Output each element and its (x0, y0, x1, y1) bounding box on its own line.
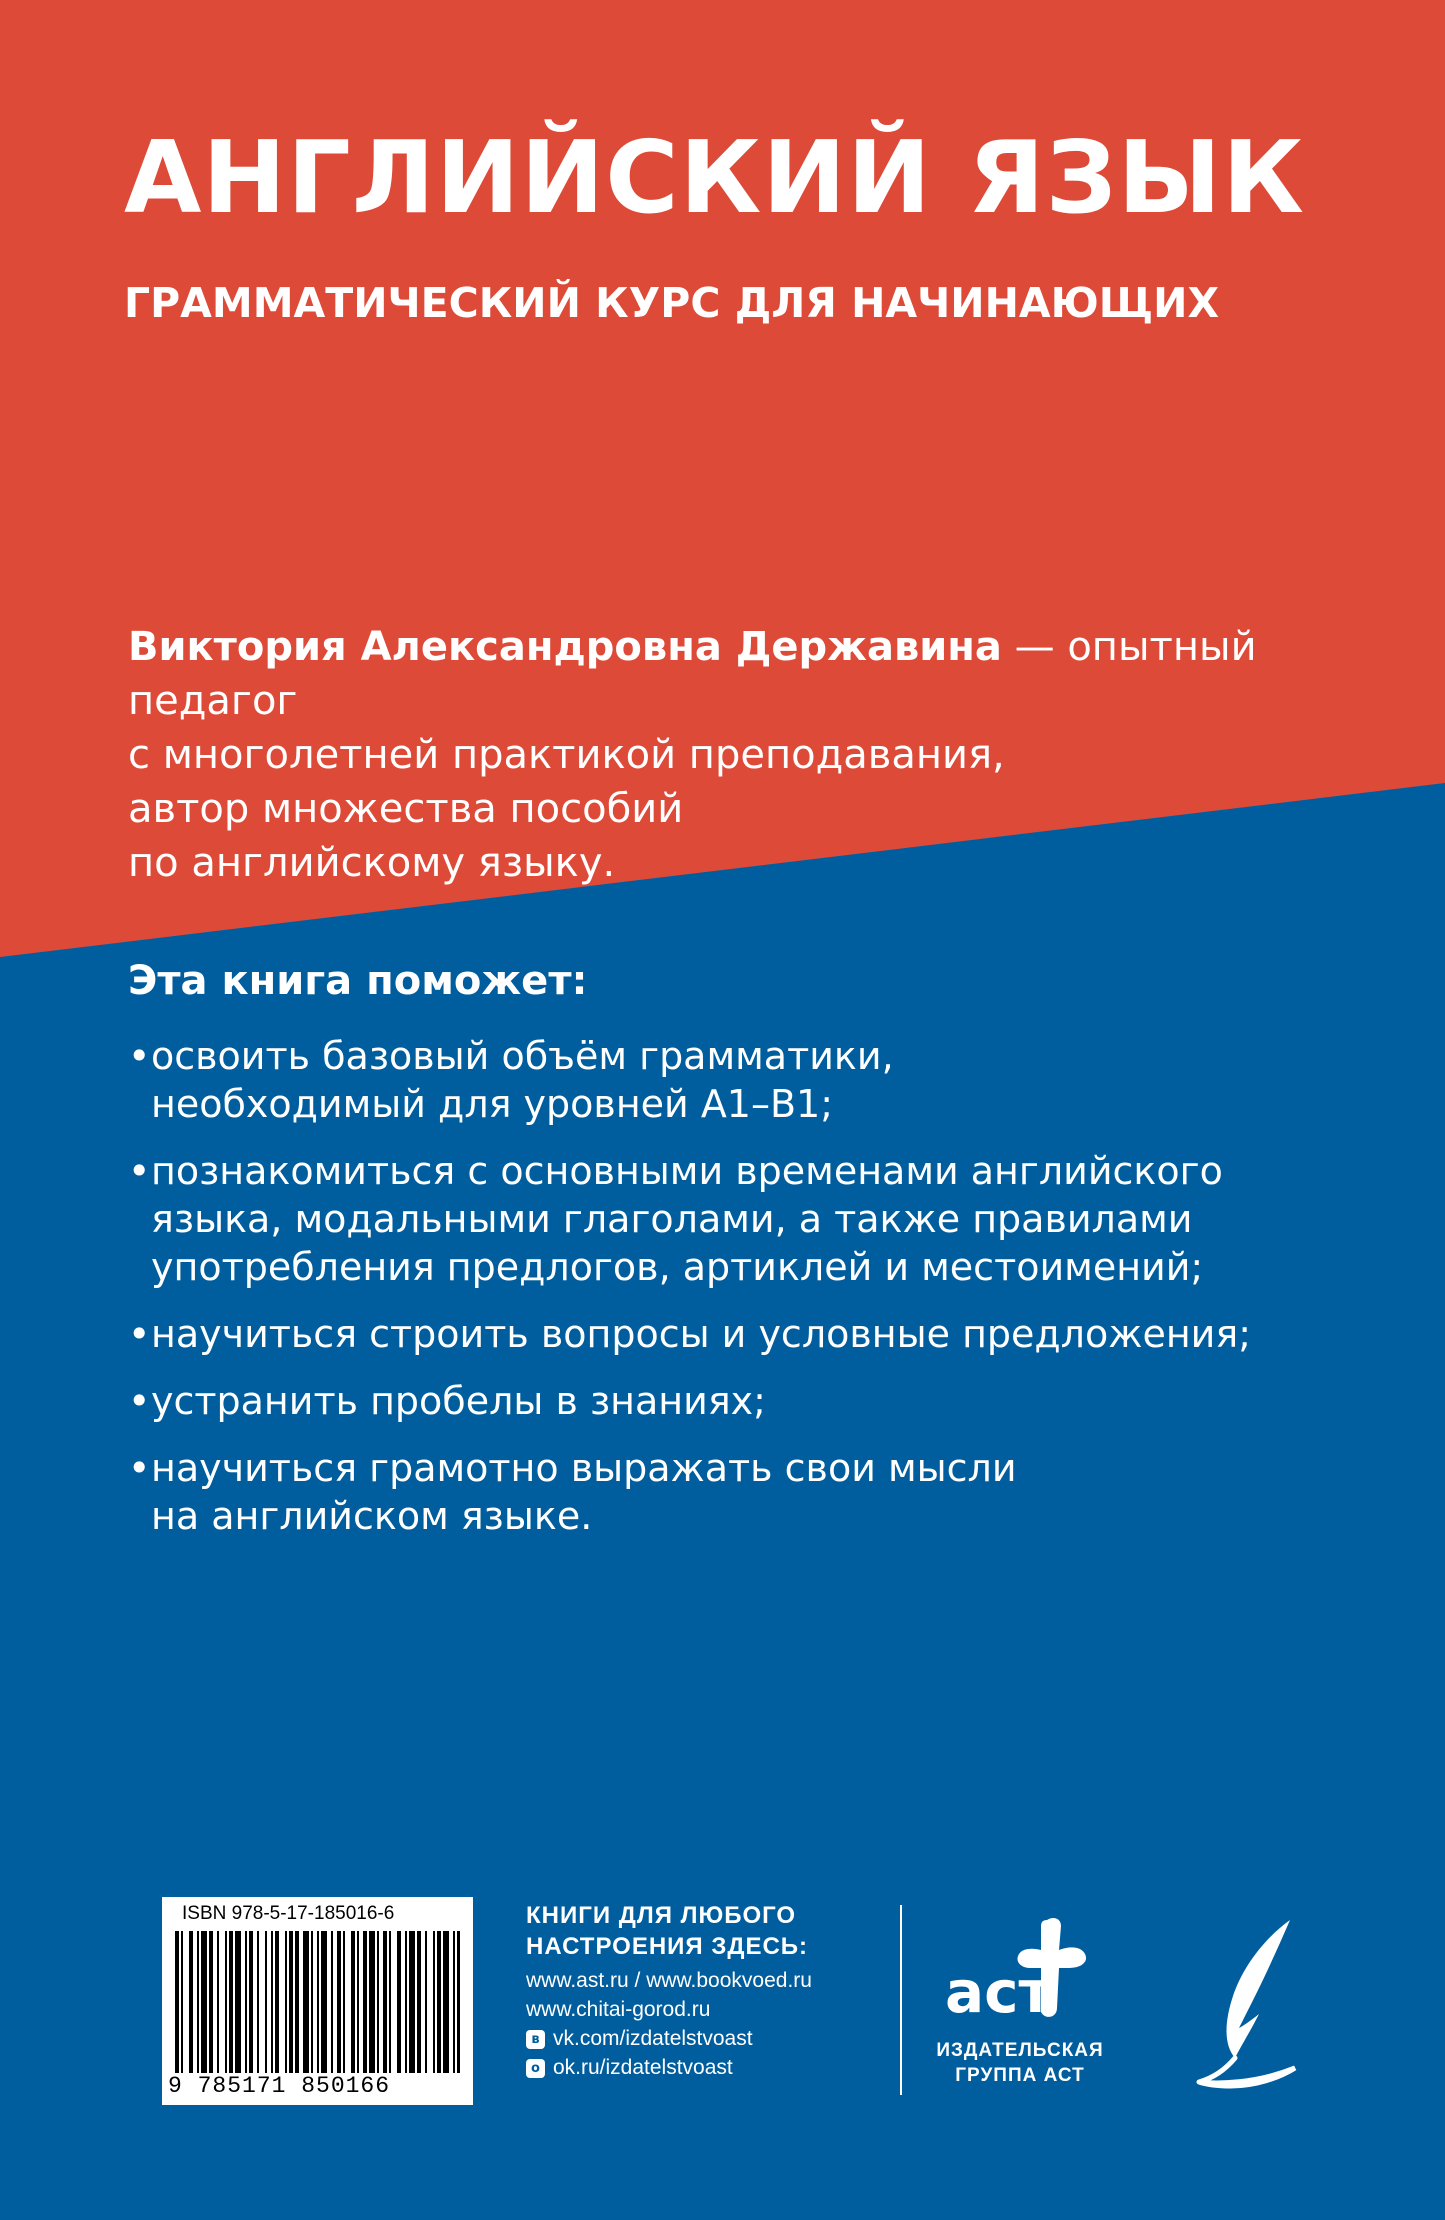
barcode-bar (303, 1931, 309, 2073)
author-bio-line-2: с многолетней практикой преподавания, (128, 732, 1005, 778)
barcode-bar (249, 1931, 253, 2073)
barcode-bar (235, 1931, 241, 2073)
barcode-bar (257, 1931, 259, 2073)
barcode-bar (181, 1931, 183, 2073)
benefit-text: устранить пробелы в знаниях; (151, 1379, 766, 1423)
barcode-bar (311, 1931, 313, 2073)
promo-heading-line-2: НАСТРОЕНИЯ ЗДЕСЬ: (526, 1933, 809, 1960)
barcode-bar (265, 1931, 267, 2073)
benefit-item (128, 1032, 1051, 1128)
barcode-bar (433, 1931, 435, 2073)
author-bio-line-1: — опытный педагог (128, 624, 1257, 724)
isbn-label: ISBN 978-5-17-185016-6 (182, 1903, 395, 1924)
barcode-bar (425, 1931, 427, 2073)
benefits-list (128, 1032, 1388, 1559)
benefit-item (128, 1377, 1388, 1425)
barcode-panel (162, 1897, 473, 2105)
promo-link-sites[interactable]: www.ast.ru / www.bookvoed.ru (526, 1969, 812, 1992)
promo-link-chitai-gorod[interactable]: www.chitai-gorod.ru (526, 1998, 711, 2021)
ast-logo-text: аст (945, 1958, 1053, 2026)
barcode-bar (201, 1931, 207, 2073)
barcode-bar (409, 1931, 415, 2073)
barcode-bar (351, 1931, 355, 2073)
publisher-name-line-2: ГРУППА АСТ (955, 2065, 1085, 2086)
barcode-bar (229, 1931, 233, 2073)
benefit-item (128, 1310, 1411, 1358)
ok-icon: о (526, 2059, 545, 2078)
promo-link-vk[interactable] (526, 2024, 812, 2053)
bullet-icon: • (128, 1446, 151, 1490)
ok-link-text: ok.ru/izdatelstvoast (553, 2056, 733, 2079)
benefit-item (128, 1444, 1051, 1540)
bullet-icon: • (128, 1149, 151, 1193)
promo-link-ok[interactable] (526, 2053, 812, 2082)
promo-block (526, 1900, 812, 2082)
promo-divider (900, 1905, 902, 2095)
benefit-text: научиться грамотно выражать свои мысли на английском языке. (151, 1446, 1017, 1538)
barcode-bar (271, 1931, 273, 2073)
barcode-bar (189, 1931, 193, 2073)
promo-heading-line-1: КНИГИ ДЛЯ ЛЮБОГО (526, 1902, 797, 1929)
barcode-bar (331, 1931, 333, 2073)
barcode-bar (175, 1931, 179, 2073)
barcode-bar (275, 1931, 279, 2073)
barcode-bar (225, 1931, 227, 2073)
barcode-bar (405, 1931, 407, 2073)
barcode-bar (337, 1931, 341, 2073)
quill-logo (1195, 1918, 1315, 2093)
barcode-bar (443, 1931, 449, 2073)
author-name: Виктория Александровна Державина (128, 624, 1002, 670)
barcode-bar (321, 1931, 327, 2073)
publisher-name (930, 2038, 1110, 2088)
barcode-bar (397, 1931, 401, 2073)
barcode-bar (285, 1931, 287, 2073)
barcode-bar (383, 1931, 387, 2073)
barcode-bar (417, 1931, 421, 2073)
benefits-heading: Эта книга поможет: (128, 958, 588, 1004)
barcode-image (175, 1931, 460, 2073)
benefit-text: освоить базовый объём грамматики, необходимый для уровней А1–В1; (151, 1034, 894, 1126)
barcode-bar (457, 1931, 460, 2073)
publisher-name-line-1: ИЗДАТЕЛЬСКАЯ (936, 2040, 1104, 2061)
barcode-bar (317, 1931, 319, 2073)
barcode-bar (197, 1931, 199, 2073)
barcode-bar (389, 1931, 391, 2073)
barcode-bar (217, 1931, 219, 2073)
barcode-bar (245, 1931, 247, 2073)
quill-stroke (1199, 2058, 1295, 2086)
author-bio-line-4: по английскому языку. (128, 840, 616, 886)
author-bio-line-3: автор множества пособий (128, 786, 684, 832)
vk-icon: в (526, 2030, 545, 2049)
barcode-bar (437, 1931, 441, 2073)
barcode-bar (295, 1931, 299, 2073)
bullet-icon: • (128, 1312, 151, 1356)
bullet-icon: • (128, 1379, 151, 1423)
bullet-icon: • (128, 1034, 151, 1078)
book-subtitle: ГРАММАТИЧЕСКИЙ КУРС ДЛЯ НАЧИНАЮЩИХ (124, 279, 1220, 327)
quill-feather (1227, 1920, 1291, 2058)
barcode-bar (209, 1931, 213, 2073)
benefit-text: научиться строить вопросы и условные предложения; (151, 1312, 1252, 1356)
book-title: АНГЛИЙСКИЙ ЯЗЫК (124, 119, 1305, 236)
barcode-bar (453, 1931, 455, 2073)
barcode-bar (369, 1931, 375, 2073)
barcode-bar (377, 1931, 379, 2073)
vk-link-text: vk.com/izdatelstvoast (553, 2027, 753, 2050)
benefit-item (128, 1147, 1301, 1291)
barcode-digits: 9 785171 850166 (168, 2073, 391, 2099)
ast-logo (935, 1912, 1105, 2032)
barcode-bar (343, 1931, 345, 2073)
barcode-bar (363, 1931, 367, 2073)
author-bio (128, 620, 1348, 890)
barcode-bar (357, 1931, 359, 2073)
barcode-bar (289, 1931, 293, 2073)
benefit-text: познакомиться с основными временами английского языка, модальными глаголами, а также правилами употребления предлогов, артиклей и местоимений; (151, 1149, 1223, 1289)
